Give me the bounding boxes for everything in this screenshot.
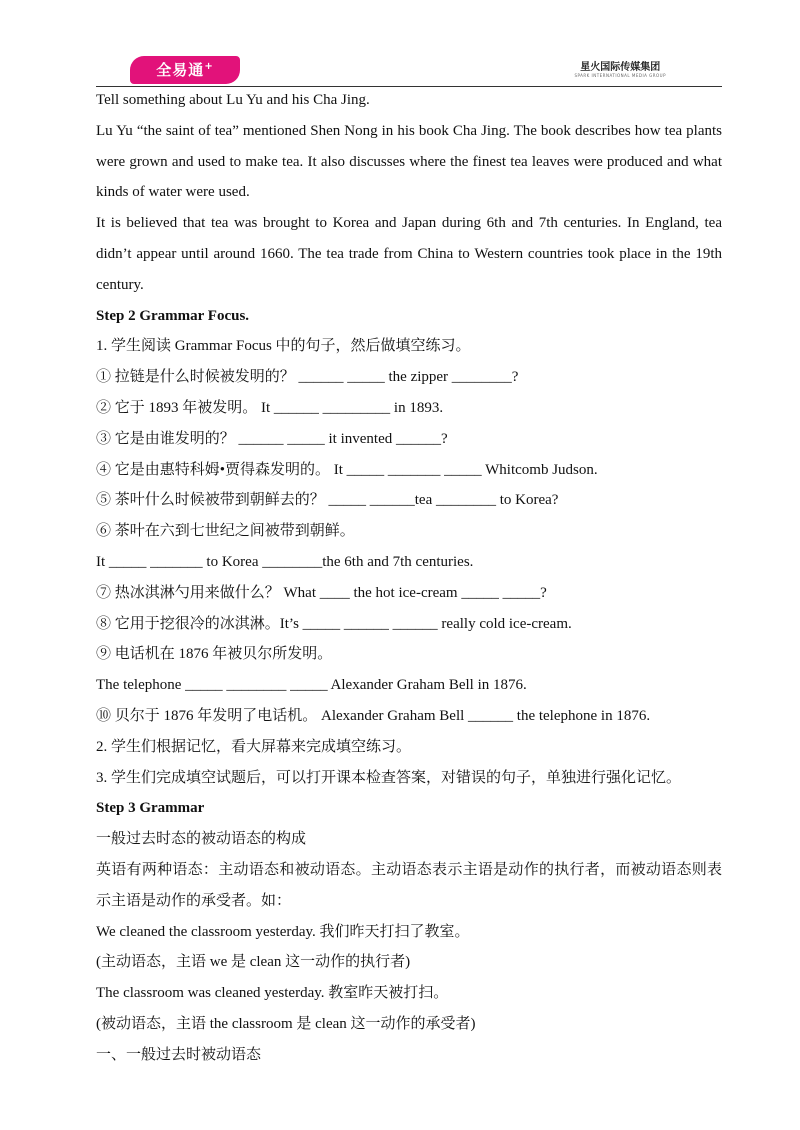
- brand-block: [574, 62, 666, 79]
- intro-line: Tell something about Lu Yu and his Cha Jing.: [96, 92, 370, 108]
- logo-plus-mark: +: [204, 61, 214, 72]
- brand-name-cn: 星火国际传媒集团: [580, 62, 661, 73]
- exercise-item-7: ⑦ 热冰淇淋勺用来做什么？ What ____ the hot ice-cream _____ _____?: [96, 584, 547, 601]
- instruction-2: 2. 学生们根据记忆，看大屏幕来完成填空练习。: [96, 738, 412, 755]
- example-passive: The classroom was cleaned yesterday. 教室昨天被打扫。: [96, 985, 449, 1002]
- exercise-item-10: ⑩ 贝尔于 1876 年发明了电话机。 Alexander Graham Bell ______ the telephone in 1876.: [96, 707, 651, 724]
- grammar-subtitle: 一般过去时态的被动语态的构成: [96, 831, 307, 848]
- exercise-item-8: ⑧ 它用于挖很冷的冰淇淋。It’s _____ ______ ______ really cold ice-cream.: [96, 615, 572, 632]
- exercise-item-9-english: The telephone _____ ________ _____ Alexander Graham Bell in 1876.: [96, 677, 527, 694]
- logo-text: 全易通: [156, 61, 205, 79]
- exercise-item-2: ② 它于 1893 年被发明。 It ______ _________ in 1893.: [96, 399, 444, 416]
- example-passive-note: (被动语态，主语 the classroom 是 clean 这一动作的承受者): [96, 1015, 476, 1032]
- exercise-item-1: ① 拉链是什么时候被发明的？ ______ _____ the zipper ________?: [96, 369, 519, 386]
- section-heading-step-3: Step 3 Grammar: [96, 800, 205, 817]
- instruction-1: 1. 学生阅读 Grammar Focus 中的句子，然后做填空练习。: [96, 338, 471, 355]
- example-active-note: (主动语态，主语 we 是 clean 这一动作的执行者): [96, 954, 411, 971]
- paragraph-lu-yu: Lu Yu “the saint of tea” mentioned Shen Nong in his book Cha Jing. The book describes how tea plants were grown and used to make tea. It also discusses where the finest tea leaves were produced and what kinds of water were used.: [96, 122, 722, 201]
- instruction-3: 3. 学生们完成填空试题后，可以打开课本检查答案，对错误的句子，单独进行强化记忆。: [96, 769, 682, 786]
- exercise-item-3: ③ 它是由谁发明的？ ______ _____ it invented ______?: [96, 430, 448, 447]
- exercise-item-6: ⑥ 茶叶在六到七世纪之间被带到朝鲜。: [96, 523, 355, 540]
- exercise-item-5: ⑤ 茶叶什么时候被带到朝鲜去的？ _____ ______tea ________ to Korea?: [96, 492, 559, 509]
- brand-name-en: SPARK INTERNATIONAL MEDIA GROUP: [574, 73, 666, 78]
- page-header: [96, 54, 722, 88]
- paragraph-tea-history: It is believed that tea was brought to Korea and Japan during 6th and 7th centuries. In England, tea didn’t appear until around 1660. The tea trade from China to Western countries took place in the 19th century.: [96, 215, 722, 293]
- exercise-item-9: ⑨ 电话机在 1876 年被贝尔所发明。: [96, 646, 333, 663]
- publisher-logo: [130, 56, 240, 84]
- exercise-item-6-english: It _____ _______ to Korea ________the 6th and 7th centuries.: [96, 553, 474, 570]
- grammar-explanation: 英语有两种语态：主动语态和被动语态。主动语态表示主语是动作的执行者，而被动语态则表示主语是动作的承受者。如：: [96, 861, 722, 909]
- section-heading-step-2: Step 2 Grammar Focus.: [96, 307, 250, 324]
- exercise-item-4: ④ 它是由惠特科姆•贾得森发明的。 It _____ _______ _____ Whitcomb Judson.: [96, 461, 598, 478]
- example-active: We cleaned the classroom yesterday. 我们昨天打扫了教室。: [96, 923, 470, 940]
- subsection-heading-1: 一、一般过去时被动语态: [96, 1046, 262, 1063]
- document-body: [96, 85, 722, 1071]
